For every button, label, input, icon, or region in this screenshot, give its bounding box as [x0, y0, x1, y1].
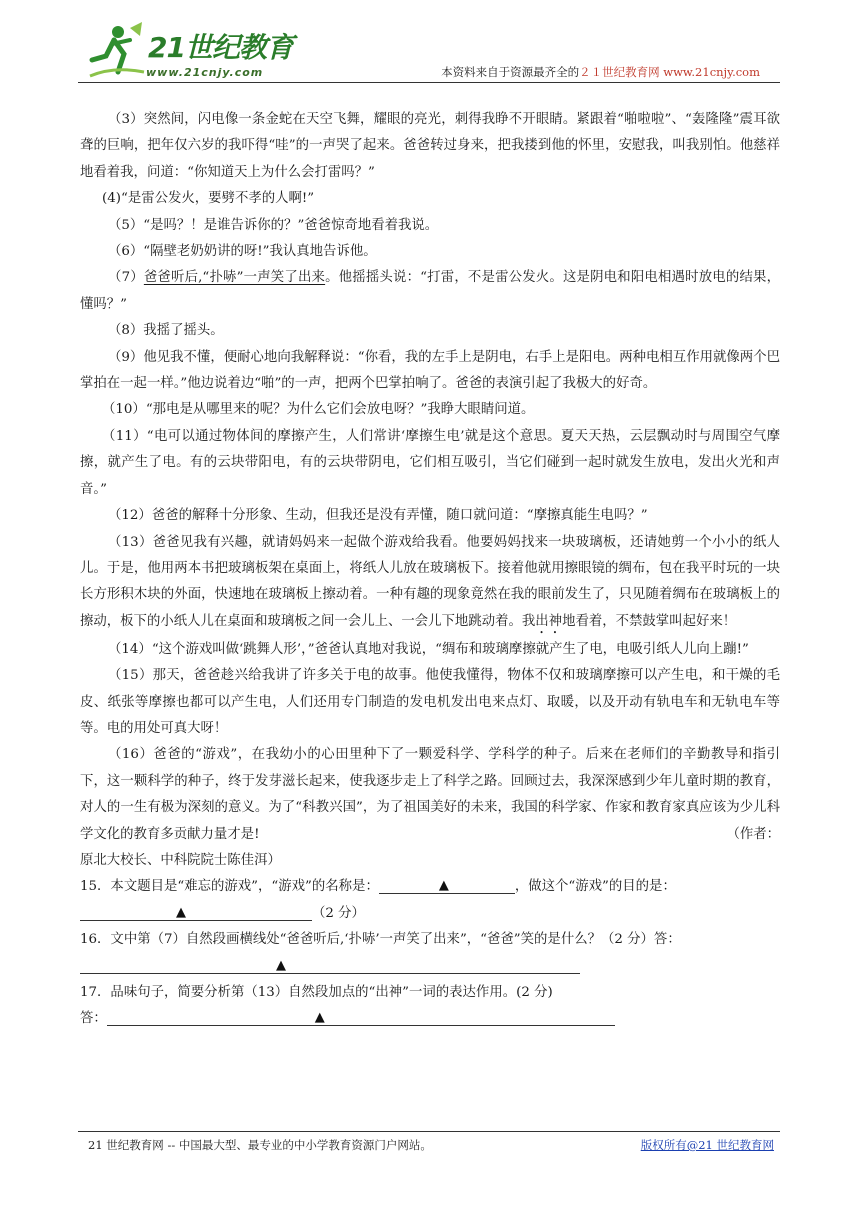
article-body: [80, 107, 780, 1033]
answer-marker-icon: ▲: [176, 904, 186, 920]
paragraph-13: [80, 530, 780, 637]
header-divider: [78, 82, 780, 83]
paragraph-6: （6）“隔壁老奶奶讲的呀!”我认真地告诉他。: [108, 244, 377, 260]
question-15: [80, 874, 780, 900]
paragraph-15: （15）那天，爸爸趁兴给我讲了许多关于电的故事。他使我懂得，物体不仅和玻璃摩擦可以产生电，和干燥的毛皮、纸张等摩擦也都可以产生电，人们还用专门制造的发电机发出电来点灯、取暖，以及开动有轨电车和无轨电车等等。电的用处可真大呀！: [80, 668, 780, 736]
answer-blank-17[interactable]: [107, 1007, 615, 1026]
logo-url-text: www.21cnjy.com: [146, 66, 264, 79]
answer-marker-icon: ▲: [276, 957, 286, 973]
question-15-text-a: 15．本文题目是“难忘的游戏”，“游戏”的名称是：: [80, 879, 379, 895]
paragraph-14: （14）“这个游戏叫做‘跳舞人形’，”爸爸认真地对我说，“绸布和玻璃摩擦就产生了电，电吸引纸人儿向上蹦!”: [108, 641, 749, 657]
paragraph-7-rest: 。他摇摇头说：“打雷，不是雷公发火。这是阴电和阳电相遇时放电的结果，懂吗？”: [80, 270, 780, 312]
question-17: 17．品味句子，简要分析第（13）自然段加点的“出神”一词的表达作用。(2 分): [80, 985, 553, 1000]
question-16-answer-line: [80, 954, 780, 980]
tagline-prefix: 本资料来自于资源最齐全的: [441, 65, 580, 79]
paragraph-13-suffix: 地看着，不禁鼓掌叫起好来！: [562, 613, 737, 629]
answer-marker-icon: ▲: [314, 1010, 325, 1026]
paragraph-13-prefix: （13）爸爸见我有兴趣，就请妈妈来一起做个游戏给我看。他要妈妈找来一块玻璃板，还请她剪一个小小的纸人儿。于是，他用两本书把玻璃板架在桌面上，将纸人儿放在玻璃板下。接着他就用擦眼镜的绸布，包在我平时玩的一块长方形积木块的外面，快速地在玻璃板上擦动着。一种有趣的现象竟然在我的眼前发生了，只见随着绸布在玻璃板上的擦动，板下的小纸人儿在桌面和玻璃板之间一会儿上、一会儿下地跳动着。我: [80, 534, 780, 629]
answer-blank-15b[interactable]: [80, 902, 312, 921]
tagline-site-name[interactable]: ２１世纪教育网: [579, 65, 660, 79]
paragraph-8: （8）我摇了摇头。: [108, 323, 224, 339]
paragraph-5: （5）“是吗？！是谁告诉你的？”爸爸惊奇地看着我说。: [108, 217, 439, 233]
answer-blank-16[interactable]: [80, 955, 580, 974]
answer-label: 答：: [80, 1011, 107, 1027]
tagline-url-link[interactable]: www.21cnjy.com: [663, 65, 760, 79]
site-logo[interactable]: [84, 20, 293, 84]
answer-marker-icon: ▲: [438, 878, 449, 894]
paragraph-7-underlined-sentence: 爸爸听后,“扑哧”一声笑了出来: [143, 270, 326, 286]
paragraph-4: (4)“是雷公发火，要劈不孝的人啊!”: [102, 191, 315, 207]
question-15-score: （2 分）: [312, 905, 365, 921]
paragraph-12: （12）爸爸的解释十分形象、生动，但我还是没有弄懂，随口就问道：“摩擦真能生电吗？”: [108, 508, 648, 524]
question-16: 16．文中第（7）自然段画横线处“爸爸听后,‘扑哧’一声笑了出来”，“爸爸”笑的是什么？（2 分）答：: [80, 932, 681, 948]
paragraph-7-prefix: （7）: [108, 270, 144, 286]
question-15-text-b: ，做这个“游戏”的目的是：: [514, 879, 676, 895]
paragraph-3: （3）突然间，闪电像一条金蛇在天空飞舞，耀眼的亮光，刺得我睁不开眼睛。紧跟着“啪啦啦”、“轰隆隆”震耳欲聋的巨响，把年仅六岁的我吓得“哇”的一声哭了起来。爸爸转过身来，把我搂到他的怀里，安慰我，叫我别怕。他慈祥地看着我，问道：“你知道天上为什么会打雷吗？”: [80, 112, 780, 180]
answer-blank-15a[interactable]: [379, 875, 515, 894]
paragraph-10: （10）“那电是从哪里来的呢？为什么它们会放电呀？”我睁大眼睛问道。: [102, 402, 535, 418]
question-17-answer-line: [80, 1006, 780, 1032]
paragraph-11: （11）“电可以通过物体间的摩擦产生，人们常讲‘摩擦生电’就是这个意思。夏天天热，云层飘动时与周围空气摩擦，就产生了电。有的云块带阳电，有的云块带阴电，它们相互吸引，当它们碰到一起时就发生放电，发出火光和声音。”: [80, 428, 780, 497]
logo-brand-text: 21世纪教育: [148, 31, 293, 64]
footer-divider: [78, 1131, 780, 1132]
runner-logo-icon: [84, 20, 148, 84]
paragraph-9: （9）他见我不懂，便耐心地向我解释说：“你看，我的左手上是阴电，右手上是阳电。两种电相互作用就像两个巴掌拍在一起一样。”他边说着边“啪”的一声，把两个巴掌拍响了。爸爸的表演引起了我极大的好奇。: [80, 349, 780, 392]
author-line: 原北大校长、中科院院士陈佳洱）: [80, 852, 281, 868]
footer-site-description: 21 世纪教育网 -- 中国最大型、最专业的中小学教育资源门户网站。: [88, 1138, 432, 1152]
paragraph-16: [80, 742, 780, 848]
paragraph-7: [80, 265, 780, 318]
question-15-line2: [80, 901, 780, 927]
paragraph-13-dotted-word: 出神: [535, 613, 563, 629]
author-label: （作者：: [726, 826, 780, 842]
footer-copyright-link[interactable]: 版权所有@21 世纪教育网: [640, 1138, 774, 1152]
paragraph-16-text: （16）爸爸的“游戏”，在我幼小的心田里种下了一颗爱科学、学科学的种子。后来在老师们的辛勤教导和指引下，这一颗科学的种子，终于发芽滋长起来，使我逐步走上了科学之路。回顾过去，我深深感到少年儿童时期的教育，对人的一生有极为深刻的意义。为了“科教兴国”，为了祖国美好的未来，我国的科学家、作家和教育家真应该为少儿科学文化的教育多贡献力量才是!: [80, 747, 780, 842]
header-tagline: [441, 64, 760, 80]
